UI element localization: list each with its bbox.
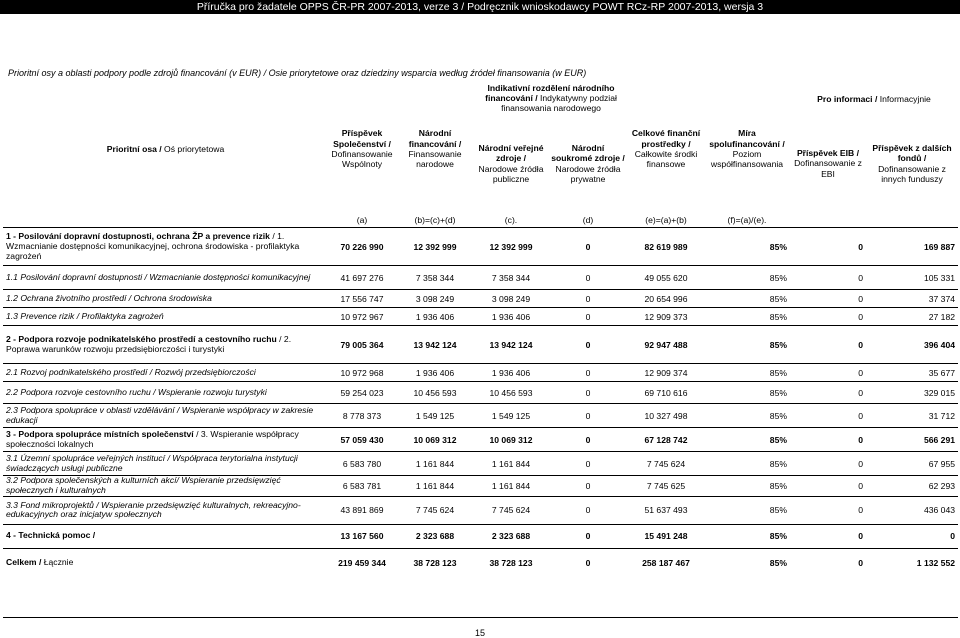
row-label: 3.1 Územní spolupráce veřejných institucí / Współpraca terytorialna instytucji świadczących usługi publiczne — [3, 452, 328, 476]
cell-bb: 13 942 124 — [396, 326, 474, 364]
cell-a: 41 697 276 — [328, 266, 396, 290]
cell-a: 59 254 023 — [328, 382, 396, 404]
col-f-header: Míra spolufinancování / Poziom współfinansowania — [709, 128, 785, 170]
cell-e: 49 055 620 — [628, 266, 704, 290]
cell-other: 31 712 — [866, 404, 958, 428]
formula-d: (d) — [582, 215, 594, 226]
cell-bb: 1 161 844 — [396, 476, 474, 497]
cell-a: 43 891 869 — [328, 496, 396, 524]
cell-other: 105 331 — [866, 266, 958, 290]
cell-c: 2 323 688 — [474, 524, 548, 548]
cell-e: 10 327 498 — [628, 404, 704, 428]
cell-e: 12 909 374 — [628, 364, 704, 382]
cell-eib: 0 — [790, 524, 866, 548]
cell-a: 57 059 430 — [328, 428, 396, 452]
formula-f: (f)=(a)/(e). — [727, 215, 767, 226]
cell-f: 85% — [704, 382, 790, 404]
cell-f: 85% — [704, 326, 790, 364]
cell-other: 35 677 — [866, 364, 958, 382]
formula-c: (c). — [504, 215, 518, 226]
cell-eib: 0 — [790, 476, 866, 497]
row-label: 3 - Podpora spolupráce místních společenství / 3. Wspieranie współpracy społeczności lokalnych — [3, 428, 328, 452]
formula-e: (e)=(a)+(b) — [645, 215, 687, 226]
cell-a: 17 556 747 — [328, 290, 396, 308]
cell-eib: 0 — [790, 228, 866, 266]
table-row — [3, 496, 958, 524]
cell-d: 0 — [548, 266, 628, 290]
cell-other: 169 887 — [866, 228, 958, 266]
table-row — [3, 452, 958, 476]
cell-bb: 1 161 844 — [396, 452, 474, 476]
table-row — [3, 428, 958, 452]
page-number: 15 — [474, 628, 485, 638]
cell-c: 13 942 124 — [474, 326, 548, 364]
cell-a: 10 972 967 — [328, 308, 396, 326]
cell-other: 0 — [866, 524, 958, 548]
cell-d: 0 — [548, 228, 628, 266]
row-label: 3.3 Fond mikroprojektů / Wspieranie przedsięwzięć kulturalnych, rekreacyjno-edukacyjnych oraz inicjatyw społecznych — [3, 496, 328, 524]
bottom-rule — [3, 617, 958, 618]
cell-a: 13 167 560 — [328, 524, 396, 548]
row-label: 1.2 Ochrana životního prostředí / Ochrona środowiska — [3, 290, 328, 308]
row-label: Celkem / Łącznie — [3, 548, 328, 576]
cell-e: 51 637 493 — [628, 496, 704, 524]
formula-row — [3, 214, 958, 228]
cell-a: 8 778 373 — [328, 404, 396, 428]
cell-other: 67 955 — [866, 452, 958, 476]
cell-bb: 3 098 249 — [396, 290, 474, 308]
cell-other: 27 182 — [866, 308, 958, 326]
row-label: 2.1 Rozvoj podnikatelského prostředí / Rozwój przedsiębiorczości — [3, 364, 328, 382]
table-row — [3, 364, 958, 382]
cell-other: 62 293 — [866, 476, 958, 497]
cell-d: 0 — [548, 428, 628, 452]
cell-c: 10 069 312 — [474, 428, 548, 452]
cell-c: 7 745 624 — [474, 496, 548, 524]
cell-d: 0 — [548, 548, 628, 576]
row-label: 2.2 Podpora rozvoje cestovního ruchu / Wspieranie rozwoju turystyki — [3, 382, 328, 404]
cell-e: 258 187 467 — [628, 548, 704, 576]
cell-other: 436 043 — [866, 496, 958, 524]
cell-c: 1 936 406 — [474, 364, 548, 382]
col-c-header: Národní veřejné zdroje / Narodowe źródła publiczne — [478, 143, 544, 184]
cell-bb: 1 549 125 — [396, 404, 474, 428]
cell-c: 1 549 125 — [474, 404, 548, 428]
document-header: Příručka pro žadatele OPPS ČR-PR 2007-2013, verze 3 / Podręcznik wnioskodawcy POWT RCz-RP 2007-2013, wersja 3 — [0, 0, 960, 14]
cell-c: 12 392 999 — [474, 228, 548, 266]
table-row — [3, 308, 958, 326]
cell-f: 85% — [704, 476, 790, 497]
table-row — [3, 404, 958, 428]
cell-eib: 0 — [790, 326, 866, 364]
table-row — [3, 548, 958, 576]
cell-a: 219 459 344 — [328, 548, 396, 576]
cell-e: 7 745 624 — [628, 452, 704, 476]
cell-f: 85% — [704, 452, 790, 476]
row-label: 3.2 Podpora společenských a kulturních akcí/ Wspieranie przedsięwzięć społecznych i kulturalnych — [3, 476, 328, 497]
cell-d: 0 — [548, 496, 628, 524]
col-d-header: Národní soukromé zdroje / Narodowe źródła prywatne — [551, 143, 625, 184]
info-header: Pro informaci / Informacyjnie — [817, 93, 931, 104]
cell-d: 0 — [548, 326, 628, 364]
cell-f: 85% — [704, 290, 790, 308]
cell-d: 0 — [548, 364, 628, 382]
table-row — [3, 326, 958, 364]
cell-a: 70 226 990 — [328, 228, 396, 266]
cell-d: 0 — [548, 404, 628, 428]
cell-eib: 0 — [790, 364, 866, 382]
cell-f: 85% — [704, 548, 790, 576]
cell-d: 0 — [548, 290, 628, 308]
cell-eib: 0 — [790, 404, 866, 428]
cell-e: 7 745 625 — [628, 476, 704, 497]
cell-bb: 10 456 593 — [396, 382, 474, 404]
cell-a: 79 005 364 — [328, 326, 396, 364]
cell-eib: 0 — [790, 496, 866, 524]
table-title: Prioritní osy a oblasti podpory podle zdrojů financování (v EUR) / Osie priorytetowe oraz dziedziny wsparcia według źródeł finansowania (w EUR) — [8, 68, 587, 78]
cell-eib: 0 — [790, 266, 866, 290]
row-label: 1 - Posilování dopravní dostupnosti, ochrana ŽP a prevence rizik / 1. Wzmacnianie dostępności komunikacyjnej, ochrona środowiska - profilaktyka zagrożeń — [3, 228, 328, 266]
cell-bb: 7 358 344 — [396, 266, 474, 290]
cell-c: 3 098 249 — [474, 290, 548, 308]
cell-a: 10 972 968 — [328, 364, 396, 382]
cell-d: 0 — [548, 382, 628, 404]
cell-d: 0 — [548, 524, 628, 548]
cell-e: 12 909 373 — [628, 308, 704, 326]
table-row — [3, 476, 958, 497]
cell-eib: 0 — [790, 290, 866, 308]
cell-f: 85% — [704, 364, 790, 382]
formula-a: (a) — [356, 215, 368, 226]
cell-a: 6 583 781 — [328, 476, 396, 497]
cell-eib: 0 — [790, 382, 866, 404]
cell-bb: 2 323 688 — [396, 524, 474, 548]
cell-c: 1 936 406 — [474, 308, 548, 326]
cell-d: 0 — [548, 452, 628, 476]
row-label: 4 - Technická pomoc / — [3, 524, 328, 548]
row-label: 2.3 Podpora spolupráce v oblasti vzdělávání / Wspieranie współpracy w zakresie edukacji — [3, 404, 328, 428]
cell-e: 69 710 616 — [628, 382, 704, 404]
cell-bb: 10 069 312 — [396, 428, 474, 452]
cell-other: 566 291 — [866, 428, 958, 452]
table-row — [3, 382, 958, 404]
cell-bb: 7 745 624 — [396, 496, 474, 524]
col-e-header: Celkové finanční prostředky / Całkowite środki finansowe — [631, 128, 701, 170]
cell-e: 92 947 488 — [628, 326, 704, 364]
cell-e: 67 128 742 — [628, 428, 704, 452]
other-funds-header: Příspěvek z dalších fondů / Dofinansowanie z innych funduszy — [872, 143, 952, 184]
cell-f: 85% — [704, 228, 790, 266]
cell-c: 38 728 123 — [474, 548, 548, 576]
col-a-header: Příspěvek Společenství / Dofinansowanie Wspólnoty — [331, 128, 393, 170]
cell-bb: 38 728 123 — [396, 548, 474, 576]
cell-f: 85% — [704, 524, 790, 548]
eib-header: Příspěvek EIB / Dofinansowanie z EBI — [794, 148, 862, 179]
row-label: 1.1 Posilování dopravní dostupnosti / Wzmacnianie dostępności komunikacyjnej — [3, 266, 328, 290]
cell-f: 85% — [704, 308, 790, 326]
cell-f: 85% — [704, 266, 790, 290]
table-row — [3, 228, 958, 266]
cell-f: 85% — [704, 496, 790, 524]
table-row — [3, 266, 958, 290]
financing-table — [3, 84, 958, 576]
cell-other: 37 374 — [866, 290, 958, 308]
cell-e: 82 619 989 — [628, 228, 704, 266]
cell-d: 0 — [548, 308, 628, 326]
cell-eib: 0 — [790, 428, 866, 452]
row-label: 1.3 Prevence rizik / Profilaktyka zagrożeń — [3, 308, 328, 326]
cell-c: 10 456 593 — [474, 382, 548, 404]
cell-e: 15 491 248 — [628, 524, 704, 548]
cell-other: 396 404 — [866, 326, 958, 364]
cell-a: 6 583 780 — [328, 452, 396, 476]
col-b-header: Národní financování / Finansowanie narodowe — [408, 128, 462, 170]
national-split-header: Indikativní rozdělení národního financování / Indykatywny podział finansowania narodowego — [485, 84, 617, 113]
cell-d: 0 — [548, 476, 628, 497]
cell-e: 20 654 996 — [628, 290, 704, 308]
cell-eib: 0 — [790, 308, 866, 326]
cell-bb: 12 392 999 — [396, 228, 474, 266]
formula-b: (b)=(c)+(d) — [414, 215, 456, 226]
cell-eib: 0 — [790, 548, 866, 576]
cell-other: 329 015 — [866, 382, 958, 404]
cell-c: 1 161 844 — [474, 452, 548, 476]
table-row — [3, 290, 958, 308]
axis-header: Prioritní osa / Oś priorytetowa — [106, 143, 225, 154]
cell-c: 7 358 344 — [474, 266, 548, 290]
cell-other: 1 132 552 — [866, 548, 958, 576]
table-row — [3, 524, 958, 548]
cell-bb: 1 936 406 — [396, 308, 474, 326]
row-label: 2 - Podpora rozvoje podnikatelského prostředí a cestovního ruchu / 2. Poprawa warunków rozwoju przedsiębiorczości i turystyki — [3, 326, 328, 364]
cell-bb: 1 936 406 — [396, 364, 474, 382]
cell-c: 1 161 844 — [474, 476, 548, 497]
cell-f: 85% — [704, 428, 790, 452]
cell-eib: 0 — [790, 452, 866, 476]
cell-f: 85% — [704, 404, 790, 428]
